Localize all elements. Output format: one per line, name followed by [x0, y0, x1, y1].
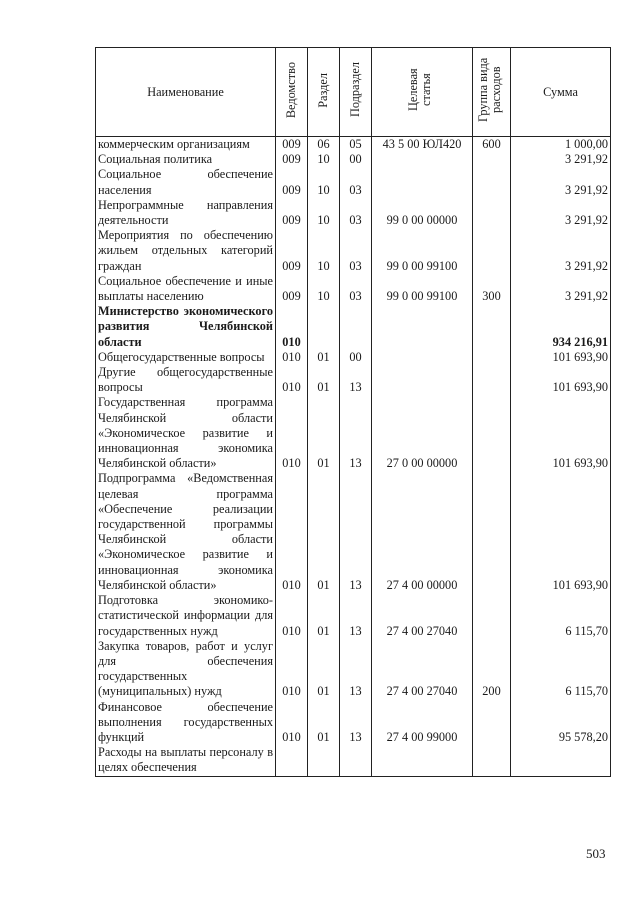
header-razdel: [308, 48, 340, 137]
row-razdel: 01: [308, 639, 340, 700]
row-name: Мероприятия по обеспечению жильем отдельных категорий граждан: [96, 228, 276, 274]
row-name: коммерческим организациям: [96, 137, 276, 153]
row-razdel: 01: [308, 593, 340, 639]
row-sum: 95 578,20: [511, 700, 611, 746]
row-sum: [511, 745, 611, 776]
row-sum: 3 291,92: [511, 274, 611, 304]
row-article: [372, 167, 473, 197]
header-article-label: Целевая статья: [406, 68, 433, 112]
header-razdel-label: Раздел: [316, 72, 330, 108]
row-group: [473, 228, 511, 274]
header-sum-label: Сумма: [543, 84, 578, 99]
row-ved: 009: [276, 152, 308, 167]
table-row: [96, 304, 611, 350]
row-name: Финансовое обеспечение выполнения государственных функций: [96, 700, 276, 746]
page-number: 503: [586, 846, 606, 861]
row-name: Расходы на выплаты персоналу в целях обеспечения: [96, 745, 276, 776]
row-sum: 3 291,92: [511, 198, 611, 228]
row-ved: 009: [276, 137, 308, 153]
row-name: Министерство экономического развития Челябинской области: [96, 304, 276, 350]
row-group: [473, 745, 511, 776]
row-podrazdel: 03: [340, 274, 372, 304]
row-name: Другие общегосударственные вопросы: [96, 365, 276, 395]
row-name: Государственная программа Челябинской области «Экономическое развитие и инновационная экономика Челябинской области»: [96, 395, 276, 471]
header-sum: [511, 48, 611, 137]
row-article: 27 4 00 99000: [372, 700, 473, 746]
row-ved: 010: [276, 365, 308, 395]
row-razdel: [308, 304, 340, 350]
table-row: [96, 350, 611, 365]
table-row: [96, 228, 611, 274]
row-article: [372, 745, 473, 776]
row-sum: 934 216,91: [511, 304, 611, 350]
table-row: [96, 471, 611, 593]
row-name: Общегосударственные вопросы: [96, 350, 276, 365]
table-row: [96, 639, 611, 700]
row-name: Непрограммные направления деятельности: [96, 198, 276, 228]
row-razdel: 10: [308, 152, 340, 167]
table-row: [96, 167, 611, 197]
row-group: [473, 152, 511, 167]
row-ved: 010: [276, 593, 308, 639]
row-article: 27 0 00 00000: [372, 395, 473, 471]
table-row: [96, 365, 611, 395]
row-ved: 010: [276, 350, 308, 365]
row-article: 27 4 00 27040: [372, 639, 473, 700]
table-row: [96, 700, 611, 746]
row-article: [372, 152, 473, 167]
row-ved: 010: [276, 304, 308, 350]
table-row: [96, 745, 611, 776]
row-group: 200: [473, 639, 511, 700]
row-razdel: 01: [308, 350, 340, 365]
row-ved: 009: [276, 198, 308, 228]
row-podrazdel: 03: [340, 228, 372, 274]
row-ved: 010: [276, 471, 308, 593]
row-podrazdel: 00: [340, 350, 372, 365]
row-article: 99 0 00 99100: [372, 274, 473, 304]
row-ved: 009: [276, 274, 308, 304]
row-razdel: 10: [308, 198, 340, 228]
table-body: [96, 137, 611, 777]
row-sum: 6 115,70: [511, 593, 611, 639]
row-ved: 009: [276, 228, 308, 274]
row-group: [473, 167, 511, 197]
table-row: [96, 274, 611, 304]
row-group: [473, 365, 511, 395]
table-header-row: [96, 48, 611, 137]
row-razdel: [308, 745, 340, 776]
row-article: 99 0 00 00000: [372, 198, 473, 228]
row-article: [372, 350, 473, 365]
row-podrazdel: 13: [340, 700, 372, 746]
header-ved: [276, 48, 308, 137]
row-ved: 010: [276, 639, 308, 700]
budget-table: [95, 47, 611, 777]
row-razdel: 01: [308, 700, 340, 746]
header-name: [96, 48, 276, 137]
row-ved: 009: [276, 167, 308, 197]
row-razdel: 06: [308, 137, 340, 153]
header-group: [473, 48, 511, 137]
row-sum: 1 000,00: [511, 137, 611, 153]
row-razdel: 01: [308, 365, 340, 395]
row-ved: [276, 745, 308, 776]
row-sum: 3 291,92: [511, 167, 611, 197]
row-name: Социальное обеспечение населения: [96, 167, 276, 197]
row-group: [473, 395, 511, 471]
row-group: [473, 700, 511, 746]
row-group: [473, 304, 511, 350]
row-name: Подпрограмма «Ведомственная целевая программа «Обеспечение реализации государственной программы Челябинской области «Экономическое развитие и инновационная экономика Челябинской области»: [96, 471, 276, 593]
table-row: [96, 395, 611, 471]
row-name: Социальная политика: [96, 152, 276, 167]
row-name: Закупка товаров, работ и услуг для обеспечения государственных (муниципальных) нужд: [96, 639, 276, 700]
row-sum: 101 693,90: [511, 395, 611, 471]
row-podrazdel: [340, 745, 372, 776]
row-group: 300: [473, 274, 511, 304]
row-podrazdel: 13: [340, 639, 372, 700]
row-article: 27 4 00 00000: [372, 471, 473, 593]
header-podrazdel: [340, 48, 372, 137]
row-podrazdel: 00: [340, 152, 372, 167]
row-name: Подготовка экономико-статистической информации для государственных нужд: [96, 593, 276, 639]
row-name: Социальное обеспечение и иные выплаты населению: [96, 274, 276, 304]
row-article: [372, 365, 473, 395]
table-row: [96, 137, 611, 153]
header-article: [372, 48, 473, 137]
row-podrazdel: 05: [340, 137, 372, 153]
row-razdel: 10: [308, 167, 340, 197]
row-sum: 3 291,92: [511, 228, 611, 274]
table-row: [96, 152, 611, 167]
header-podrazdel-label: Подраздел: [348, 62, 362, 118]
row-sum: 3 291,92: [511, 152, 611, 167]
row-podrazdel: 13: [340, 395, 372, 471]
row-ved: 010: [276, 395, 308, 471]
row-podrazdel: 13: [340, 365, 372, 395]
row-group: [473, 350, 511, 365]
row-sum: 101 693,90: [511, 471, 611, 593]
row-sum: 6 115,70: [511, 639, 611, 700]
row-razdel: 01: [308, 395, 340, 471]
row-group: [473, 593, 511, 639]
row-podrazdel: [340, 304, 372, 350]
row-article: 43 5 00 ЮЛ420: [372, 137, 473, 153]
table-row: [96, 198, 611, 228]
header-ved-label: Ведомство: [284, 61, 298, 119]
table-row: [96, 593, 611, 639]
row-razdel: 10: [308, 228, 340, 274]
row-podrazdel: 03: [340, 198, 372, 228]
row-article: 99 0 00 99100: [372, 228, 473, 274]
row-group: 600: [473, 137, 511, 153]
row-ved: 010: [276, 700, 308, 746]
header-group-label: Группа вида расходов: [475, 57, 503, 123]
row-sum: 101 693,90: [511, 365, 611, 395]
row-podrazdel: 13: [340, 471, 372, 593]
row-podrazdel: 13: [340, 593, 372, 639]
row-podrazdel: 03: [340, 167, 372, 197]
header-name-label: Наименование: [147, 84, 224, 99]
row-article: 27 4 00 27040: [372, 593, 473, 639]
row-article: [372, 304, 473, 350]
row-sum: 101 693,90: [511, 350, 611, 365]
row-group: [473, 471, 511, 593]
row-razdel: 10: [308, 274, 340, 304]
row-razdel: 01: [308, 471, 340, 593]
row-group: [473, 198, 511, 228]
